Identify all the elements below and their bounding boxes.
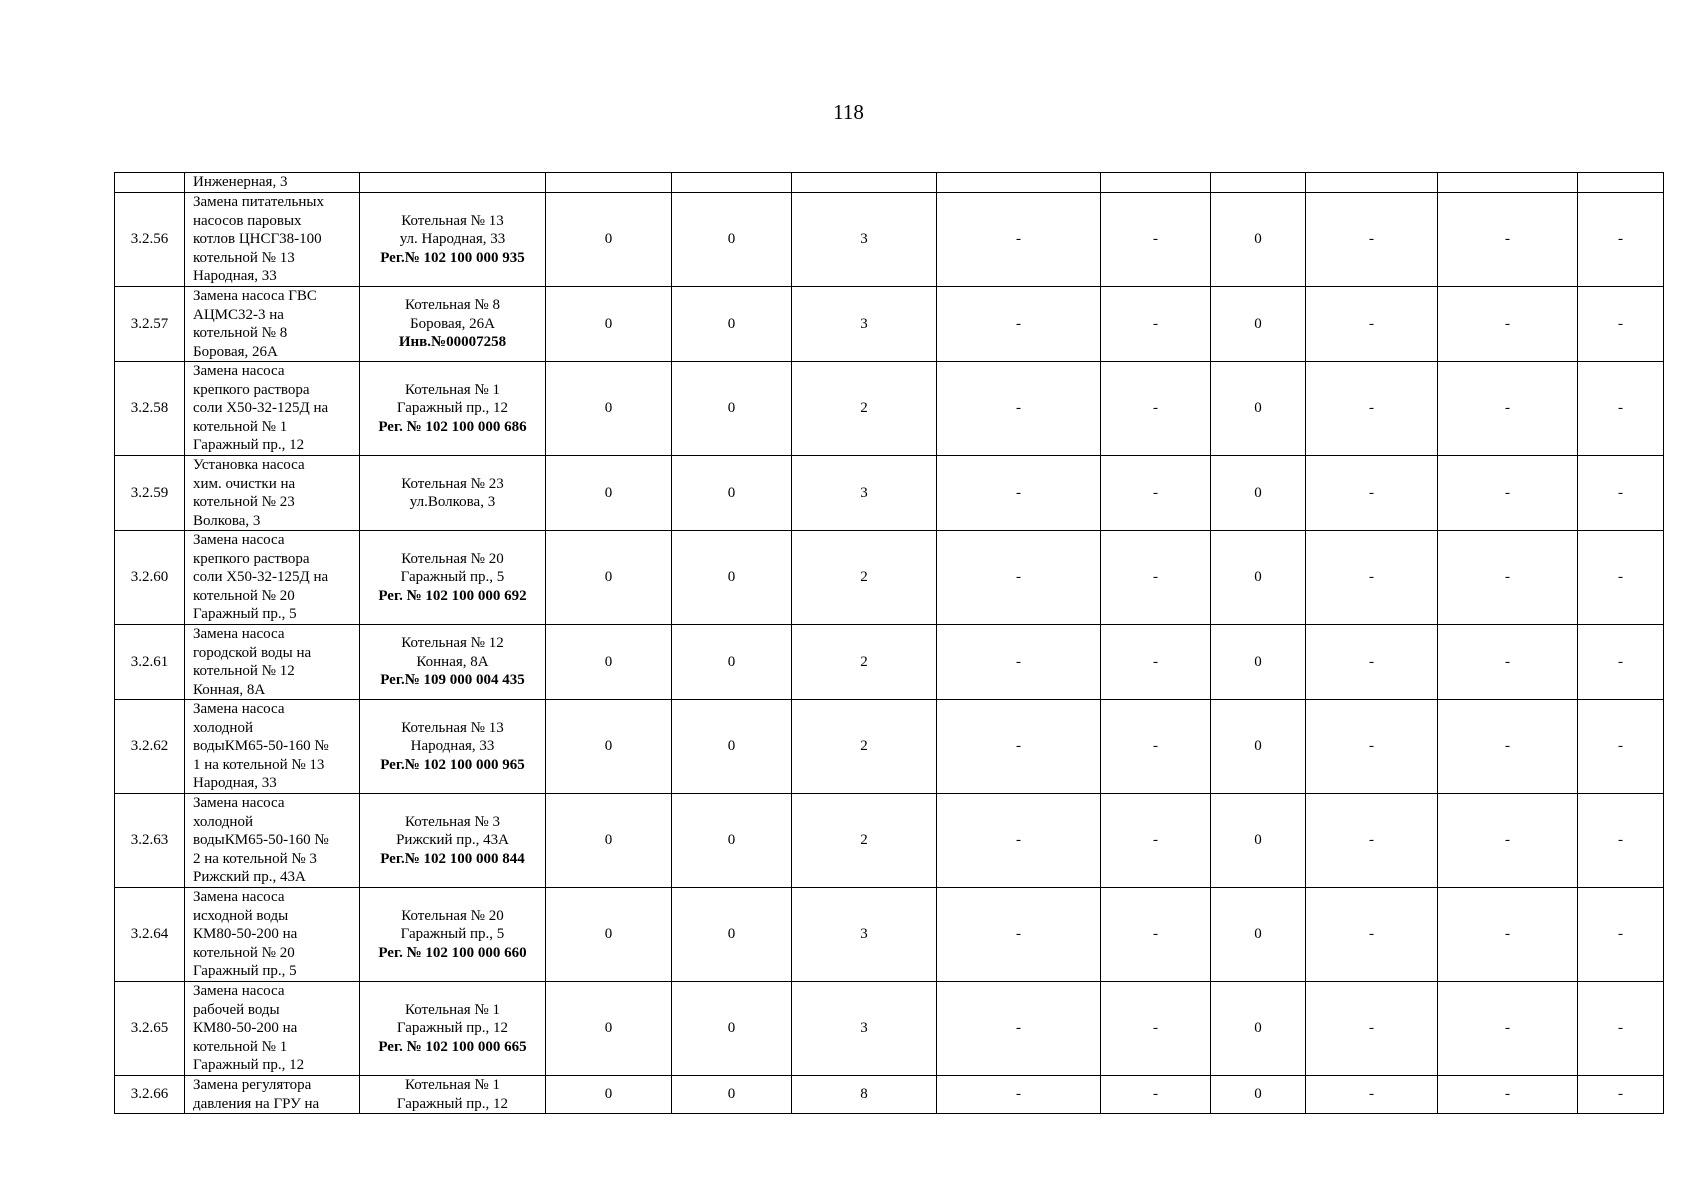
cell-val: 2: [792, 362, 937, 456]
cell-val: -: [1438, 287, 1578, 362]
cell-val: -: [1578, 1076, 1664, 1114]
cell-val: -: [1438, 456, 1578, 531]
object-line: Котельная № 3: [405, 813, 500, 830]
cell-num: 3.2.63: [115, 794, 185, 888]
object-line: Гаражный пр., 12: [396, 400, 509, 417]
continuation-row: [115, 173, 1664, 193]
cell-val: 0: [546, 362, 672, 456]
registration-number: Рег.№ 102 100 000 965: [380, 756, 525, 773]
cell-desc: Замена насоса крепкого раствора соли Х50-32-125Д на котельной № 20 Гаражный пр., 5: [185, 531, 360, 625]
cell-val: -: [1306, 700, 1438, 794]
cell-val: 0: [1211, 362, 1306, 456]
cell-val: -: [1578, 794, 1664, 888]
cell-num: 3.2.59: [115, 456, 185, 531]
cell-val: 0: [546, 625, 672, 700]
cell-val: 0: [1211, 287, 1306, 362]
cell-val: -: [1101, 456, 1211, 531]
cell-val: [1578, 173, 1664, 193]
object-line: Котельная № 13: [401, 212, 504, 229]
cell-val: 0: [1211, 1076, 1306, 1114]
cell-obj: [360, 531, 546, 625]
cell-val: -: [937, 531, 1101, 625]
registration-number: Рег.№ 102 100 000 844: [380, 850, 525, 867]
cell-obj: [360, 982, 546, 1076]
cell-val: -: [1578, 193, 1664, 287]
cell-desc: Установка насоса хим. очистки на котельной № 23 Волкова, 3: [185, 456, 360, 531]
cell-desc: Замена насоса крепкого раствора соли Х50-32-125Д на котельной № 1 Гаражный пр., 12: [185, 362, 360, 456]
cell-val: [1211, 173, 1306, 193]
cell-val: 0: [1211, 888, 1306, 982]
cell-val: 0: [672, 625, 792, 700]
cell-val: -: [1306, 794, 1438, 888]
cell-obj: [360, 888, 546, 982]
registration-number: Рег. № 102 100 000 665: [378, 1038, 527, 1055]
cell-val: 0: [1211, 456, 1306, 531]
cell-val: [546, 173, 672, 193]
cell-desc: Замена насоса ГВС АЦМС32-3 на котельной № 8 Боровая, 26А: [185, 287, 360, 362]
object-line: Гаражный пр., 5: [400, 569, 505, 586]
cell-val: 0: [546, 794, 672, 888]
cell-obj: [360, 287, 546, 362]
cell-val: -: [1578, 625, 1664, 700]
cell-val: -: [1101, 700, 1211, 794]
cell-desc: Замена регулятора давления на ГРУ на: [185, 1076, 360, 1114]
cell-val: -: [937, 193, 1101, 287]
object-line: Котельная № 1: [405, 381, 500, 398]
cell-val: -: [1578, 888, 1664, 982]
cell-val: 0: [672, 888, 792, 982]
object-line: Котельная № 20: [401, 907, 504, 924]
cell-val: 3: [792, 287, 937, 362]
cell-val: -: [1438, 531, 1578, 625]
cell-obj: [360, 794, 546, 888]
table-row: [115, 193, 1664, 287]
cell-val: -: [1306, 193, 1438, 287]
cell-desc: Замена насоса рабочей воды КМ80-50-200 на котельной № 1 Гаражный пр., 12: [185, 982, 360, 1076]
cell-val: [937, 173, 1101, 193]
cell-desc: Замена насоса холодной водыКМ65-50-160 № 2 на котельной № 3 Рижский пр., 43А: [185, 794, 360, 888]
cell-val: 2: [792, 531, 937, 625]
cell-val: -: [1306, 888, 1438, 982]
cell-val: -: [1438, 625, 1578, 700]
cell-val: [1438, 173, 1578, 193]
cell-val: [672, 173, 792, 193]
table-row: [115, 1076, 1664, 1114]
cell-val: -: [1101, 888, 1211, 982]
cell-num: 3.2.61: [115, 625, 185, 700]
cell-val: 0: [546, 700, 672, 794]
cell-num: 3.2.56: [115, 193, 185, 287]
cell-val: 0: [672, 1076, 792, 1114]
cell-obj: [360, 173, 546, 193]
cell-val: -: [1101, 362, 1211, 456]
cell-val: 0: [672, 700, 792, 794]
object-line: Котельная № 1: [405, 1077, 500, 1093]
cell-val: -: [1306, 362, 1438, 456]
cell-obj: [360, 362, 546, 456]
table-row: [115, 794, 1664, 888]
object-line: Котельная № 13: [401, 719, 504, 736]
cell-val: 0: [1211, 625, 1306, 700]
table-row: [115, 625, 1664, 700]
cell-num: 3.2.58: [115, 362, 185, 456]
cell-val: -: [1306, 625, 1438, 700]
cell-val: -: [937, 888, 1101, 982]
cell-val: 0: [546, 531, 672, 625]
cell-val: -: [1438, 888, 1578, 982]
cell-val: 0: [546, 1076, 672, 1114]
cell-val: -: [1101, 982, 1211, 1076]
registration-number: Рег. № 102 100 000 692: [378, 587, 527, 604]
cell-val: 0: [1211, 700, 1306, 794]
cell-val: [1101, 173, 1211, 193]
cell-val: 0: [672, 362, 792, 456]
cell-val: -: [1438, 362, 1578, 456]
cell-val: -: [1578, 287, 1664, 362]
cell-obj: [360, 456, 546, 531]
object-line: Гаражный пр., 12: [396, 1020, 509, 1037]
registration-number: Рег.№ 109 000 004 435: [380, 672, 525, 689]
cell-desc: Инженерная, 3: [185, 173, 360, 193]
table-row: [115, 531, 1664, 625]
cell-val: 0: [546, 193, 672, 287]
object-line: ул.Волкова, 3: [409, 494, 496, 510]
object-line: Боровая, 26А: [410, 315, 495, 332]
cell-val: -: [1101, 531, 1211, 625]
cell-val: -: [937, 794, 1101, 888]
cell-val: -: [1101, 1076, 1211, 1114]
cell-val: 0: [672, 193, 792, 287]
cell-val: -: [1306, 1076, 1438, 1114]
cell-val: -: [1101, 794, 1211, 888]
cell-val: [792, 173, 937, 193]
cell-val: 0: [1211, 982, 1306, 1076]
cell-val: 3: [792, 193, 937, 287]
cell-val: 0: [546, 456, 672, 531]
cell-num: 3.2.65: [115, 982, 185, 1076]
cell-val: 0: [672, 794, 792, 888]
cell-val: 0: [1211, 193, 1306, 287]
object-line: Рижский пр., 43А: [396, 832, 509, 849]
object-line: Котельная № 20: [401, 550, 504, 567]
cell-val: -: [1578, 982, 1664, 1076]
table-row: [115, 982, 1664, 1076]
cell-desc: Замена насоса исходной воды КМ80-50-200 на котельной № 20 Гаражный пр., 5: [185, 888, 360, 982]
registration-number: Рег. № 102 100 000 660: [378, 944, 527, 961]
cell-val: 3: [792, 456, 937, 531]
cell-obj: [360, 1076, 546, 1114]
cell-val: 3: [792, 982, 937, 1076]
object-line: ул. Народная, 33: [399, 231, 506, 248]
cell-num: 3.2.66: [115, 1076, 185, 1114]
cell-val: -: [937, 1076, 1101, 1114]
object-line: Котельная № 23: [401, 475, 504, 492]
table-row: [115, 700, 1664, 794]
cell-val: -: [1578, 531, 1664, 625]
cell-val: -: [1438, 982, 1578, 1076]
cell-val: -: [937, 362, 1101, 456]
cell-val: -: [937, 982, 1101, 1076]
cell-val: -: [1578, 700, 1664, 794]
cell-val: -: [1101, 193, 1211, 287]
object-line: Гаражный пр., 5: [400, 926, 505, 943]
cell-val: 0: [546, 982, 672, 1076]
cell-obj: [360, 625, 546, 700]
cell-val: 8: [792, 1076, 937, 1114]
cell-val: -: [937, 287, 1101, 362]
cell-num: [115, 173, 185, 193]
cell-val: -: [1578, 362, 1664, 456]
cell-desc: Замена насоса городской воды на котельной № 12 Конная, 8А: [185, 625, 360, 700]
page-number: 118: [833, 100, 864, 124]
cell-val: 3: [792, 888, 937, 982]
cell-val: -: [937, 456, 1101, 531]
registration-number: Рег.№ 102 100 000 935: [380, 249, 525, 266]
cell-val: -: [1438, 700, 1578, 794]
cell-obj: [360, 193, 546, 287]
cell-val: -: [1306, 456, 1438, 531]
object-line: Котельная № 12: [401, 635, 504, 652]
table-row: [115, 287, 1664, 362]
cell-obj: [360, 700, 546, 794]
cell-val: 0: [1211, 531, 1306, 625]
cell-val: -: [937, 625, 1101, 700]
table-body: [115, 173, 1664, 1114]
registration-number: Инв.№00007258: [398, 334, 507, 351]
table-row: [115, 456, 1664, 531]
cell-val: 2: [792, 794, 937, 888]
works-table: [114, 172, 1664, 1114]
cell-val: [1306, 173, 1438, 193]
cell-val: 0: [546, 287, 672, 362]
cell-val: -: [1438, 193, 1578, 287]
cell-val: 2: [792, 700, 937, 794]
table-row: [115, 888, 1664, 982]
cell-val: 0: [1211, 794, 1306, 888]
cell-val: 0: [546, 888, 672, 982]
cell-num: 3.2.62: [115, 700, 185, 794]
cell-val: 0: [672, 456, 792, 531]
object-line: Котельная № 8: [405, 297, 500, 314]
cell-val: -: [1438, 1076, 1578, 1114]
cell-val: -: [1578, 456, 1664, 531]
cell-val: -: [1101, 287, 1211, 362]
cell-val: -: [1101, 625, 1211, 700]
cell-num: 3.2.64: [115, 888, 185, 982]
object-line: Котельная № 1: [405, 1001, 500, 1018]
cell-val: -: [937, 700, 1101, 794]
cell-val: -: [1306, 287, 1438, 362]
object-line: Гаражный пр., 12: [396, 1095, 509, 1112]
table-row: [115, 362, 1664, 456]
cell-desc: Замена насоса холодной водыКМ65-50-160 № 1 на котельной № 13 Народная, 33: [185, 700, 360, 794]
cell-val: 0: [672, 531, 792, 625]
cell-num: 3.2.57: [115, 287, 185, 362]
object-line: Конная, 8А: [416, 653, 489, 670]
cell-desc: Замена питательных насосов паровых котлов ЦНСГ38-100 котельной № 13 Народная, 33: [185, 193, 360, 287]
object-line: Народная, 33: [410, 738, 495, 755]
cell-val: -: [1438, 794, 1578, 888]
cell-val: 0: [672, 287, 792, 362]
cell-num: 3.2.60: [115, 531, 185, 625]
cell-val: 2: [792, 625, 937, 700]
cell-val: -: [1306, 531, 1438, 625]
cell-val: -: [1306, 982, 1438, 1076]
cell-val: 0: [672, 982, 792, 1076]
registration-number: Рег. № 102 100 000 686: [378, 418, 527, 435]
